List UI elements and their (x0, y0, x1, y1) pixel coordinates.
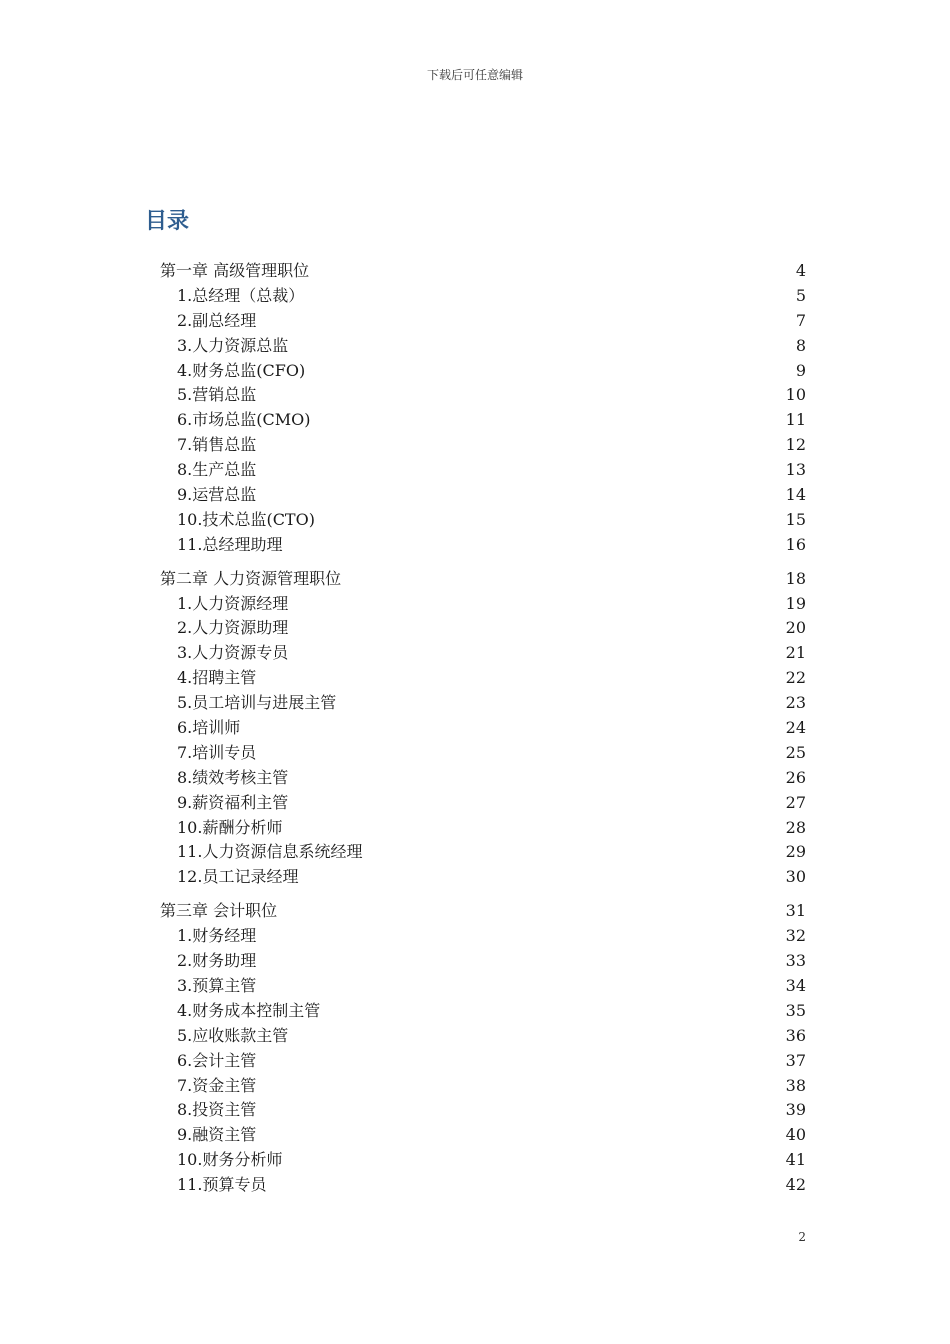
toc-entry-page: 30 (785, 867, 806, 887)
toc-entry[interactable] (160, 592, 806, 617)
toc-entry-page: 41 (785, 1150, 806, 1170)
toc-entry-page: 16 (785, 534, 806, 554)
toc-entry-page: 39 (785, 1100, 806, 1120)
toc-entry[interactable] (160, 666, 806, 691)
toc-entry[interactable] (160, 816, 806, 841)
toc-entry-label: 3.人力资源专员 (177, 643, 289, 663)
toc-entry-page: 7 (795, 310, 806, 330)
toc-entry[interactable] (160, 284, 806, 309)
toc-entry[interactable] (160, 433, 806, 458)
toc-entry-label: 12.员工记录经理 (177, 867, 299, 887)
toc-entry-label: 4.财务成本控制主管 (177, 1000, 321, 1020)
toc-entry[interactable] (160, 508, 806, 533)
toc-entry[interactable] (160, 359, 806, 384)
toc-entry[interactable] (160, 1024, 806, 1049)
toc-entry-page: 10 (785, 385, 806, 405)
toc-entry-label: 4.招聘主管 (177, 668, 257, 688)
toc-entry-page: 8 (795, 335, 806, 355)
toc-entry-label: 4.财务总监(CFO) (177, 360, 306, 380)
toc-entry-page: 13 (785, 460, 806, 480)
toc-chapter-heading[interactable] (160, 259, 806, 284)
toc-entry-label: 11.人力资源信息系统经理 (177, 842, 363, 862)
toc-entry-label: 1.财务经理 (177, 926, 257, 946)
chapter-2 (160, 567, 806, 891)
toc-entry-label: 1.人力资源经理 (177, 593, 289, 613)
toc-entry[interactable] (160, 458, 806, 483)
toc-entry-label: 6.市场总监(CMO) (177, 410, 311, 430)
toc-entry-label: 3.预算主管 (177, 975, 257, 995)
table-of-contents (160, 259, 806, 1207)
toc-entry-page: 42 (785, 1175, 806, 1195)
toc-entry[interactable] (160, 533, 806, 558)
toc-chapter-heading[interactable] (160, 567, 806, 592)
toc-entry-page: 36 (785, 1025, 806, 1045)
toc-entry[interactable] (160, 691, 806, 716)
toc-entry-page: 25 (785, 742, 806, 762)
toc-entry[interactable] (160, 1049, 806, 1074)
toc-entry-page: 9 (795, 360, 806, 380)
toc-entry-label: 6.会计主管 (177, 1050, 257, 1070)
toc-entry[interactable] (160, 616, 806, 641)
toc-entry-page: 15 (785, 509, 806, 529)
toc-entry[interactable] (160, 1123, 806, 1148)
toc-entry-page: 28 (785, 817, 806, 837)
toc-entry-label: 7.培训专员 (177, 742, 257, 762)
toc-entry-page: 23 (785, 693, 806, 713)
toc-entry[interactable] (160, 1173, 806, 1198)
toc-entry-label: 1.总经理（总裁） (177, 285, 305, 305)
toc-entry-page: 14 (785, 485, 806, 505)
toc-entry-label: 9.薪资福利主管 (177, 792, 289, 812)
header-note: 下载后可任意编辑 (426, 68, 523, 82)
toc-entry-page: 29 (785, 842, 806, 862)
toc-entry-label: 3.人力资源总监 (177, 335, 289, 355)
toc-entry-label: 5.应收账款主管 (177, 1025, 289, 1045)
toc-entry-page: 38 (785, 1075, 806, 1095)
page-number: 2 (798, 1230, 806, 1244)
toc-title: 目录 (145, 209, 190, 234)
toc-entry-label: 9.运营总监 (177, 485, 257, 505)
toc-entry-page: 33 (785, 951, 806, 971)
chapter-title: 第一章 高级管理职位 (160, 261, 310, 280)
chapter-title: 第三章 会计职位 (160, 901, 278, 921)
toc-entry-label: 10.财务分析师 (177, 1150, 283, 1170)
toc-entry-label: 11.预算专员 (177, 1175, 267, 1195)
toc-entry-label: 10.薪酬分析师 (177, 817, 283, 837)
toc-entry-page: 5 (795, 285, 806, 305)
toc-entry[interactable] (160, 1148, 806, 1173)
toc-entry-page: 12 (785, 435, 806, 455)
toc-entry[interactable] (160, 483, 806, 508)
toc-entry-page: 24 (785, 718, 806, 738)
toc-entry-label: 8.生产总监 (177, 460, 257, 480)
toc-entry-page: 37 (785, 1050, 806, 1070)
toc-entry-label: 8.投资主管 (177, 1100, 257, 1120)
toc-entry[interactable] (160, 999, 806, 1024)
toc-entry-page: 34 (785, 975, 806, 995)
toc-entry-label: 2.财务助理 (177, 951, 257, 971)
toc-entry-page: 26 (785, 767, 806, 787)
toc-entry[interactable] (160, 974, 806, 999)
toc-entry[interactable] (160, 641, 806, 666)
toc-entry[interactable] (160, 309, 806, 334)
toc-entry[interactable] (160, 741, 806, 766)
chapter-3 (160, 899, 806, 1198)
chapter-title: 第二章 人力资源管理职位 (160, 568, 342, 588)
toc-entry-page: 19 (785, 593, 806, 613)
toc-entry-page: 35 (785, 1000, 806, 1020)
toc-entry-page: 20 (785, 618, 806, 638)
toc-entry-page: 11 (785, 410, 806, 430)
toc-entry[interactable] (160, 791, 806, 816)
toc-entry[interactable] (160, 949, 806, 974)
toc-entry-page: 32 (785, 926, 806, 946)
toc-entry[interactable] (160, 334, 806, 359)
toc-entry-page: 22 (785, 668, 806, 688)
toc-entry-page: 27 (785, 792, 806, 812)
toc-entry-page: 21 (785, 643, 806, 663)
chapter-page: 31 (785, 901, 806, 921)
toc-chapter-heading[interactable] (160, 899, 806, 924)
toc-entry-label: 5.营销总监 (177, 385, 257, 405)
toc-entry-label: 2.副总经理 (177, 310, 257, 330)
chapter-1 (160, 259, 806, 558)
toc-entry-page: 40 (785, 1125, 806, 1145)
toc-entry[interactable] (160, 1098, 806, 1123)
toc-entry[interactable] (160, 383, 806, 408)
toc-entry-label: 7.销售总监 (177, 435, 257, 455)
toc-entry-label: 8.绩效考核主管 (177, 767, 289, 787)
toc-entry-label: 2.人力资源助理 (177, 618, 289, 638)
chapter-page: 4 (795, 261, 806, 280)
toc-entry-label: 7.资金主管 (177, 1075, 257, 1095)
toc-entry-label: 5.员工培训与进展主管 (177, 693, 337, 713)
chapter-page: 18 (785, 568, 806, 588)
toc-entry-label: 6.培训师 (177, 718, 241, 738)
toc-entry-label: 10.技术总监(CTO) (177, 509, 315, 529)
toc-entry[interactable] (160, 840, 806, 865)
toc-entry[interactable] (160, 766, 806, 791)
toc-entry[interactable] (160, 865, 806, 890)
toc-entry[interactable] (160, 924, 806, 949)
toc-entry-label: 11.总经理助理 (177, 534, 283, 554)
toc-entry[interactable] (160, 716, 806, 741)
toc-entry-label: 9.融资主管 (177, 1125, 257, 1145)
toc-entry[interactable] (160, 1074, 806, 1099)
toc-entry[interactable] (160, 408, 806, 433)
